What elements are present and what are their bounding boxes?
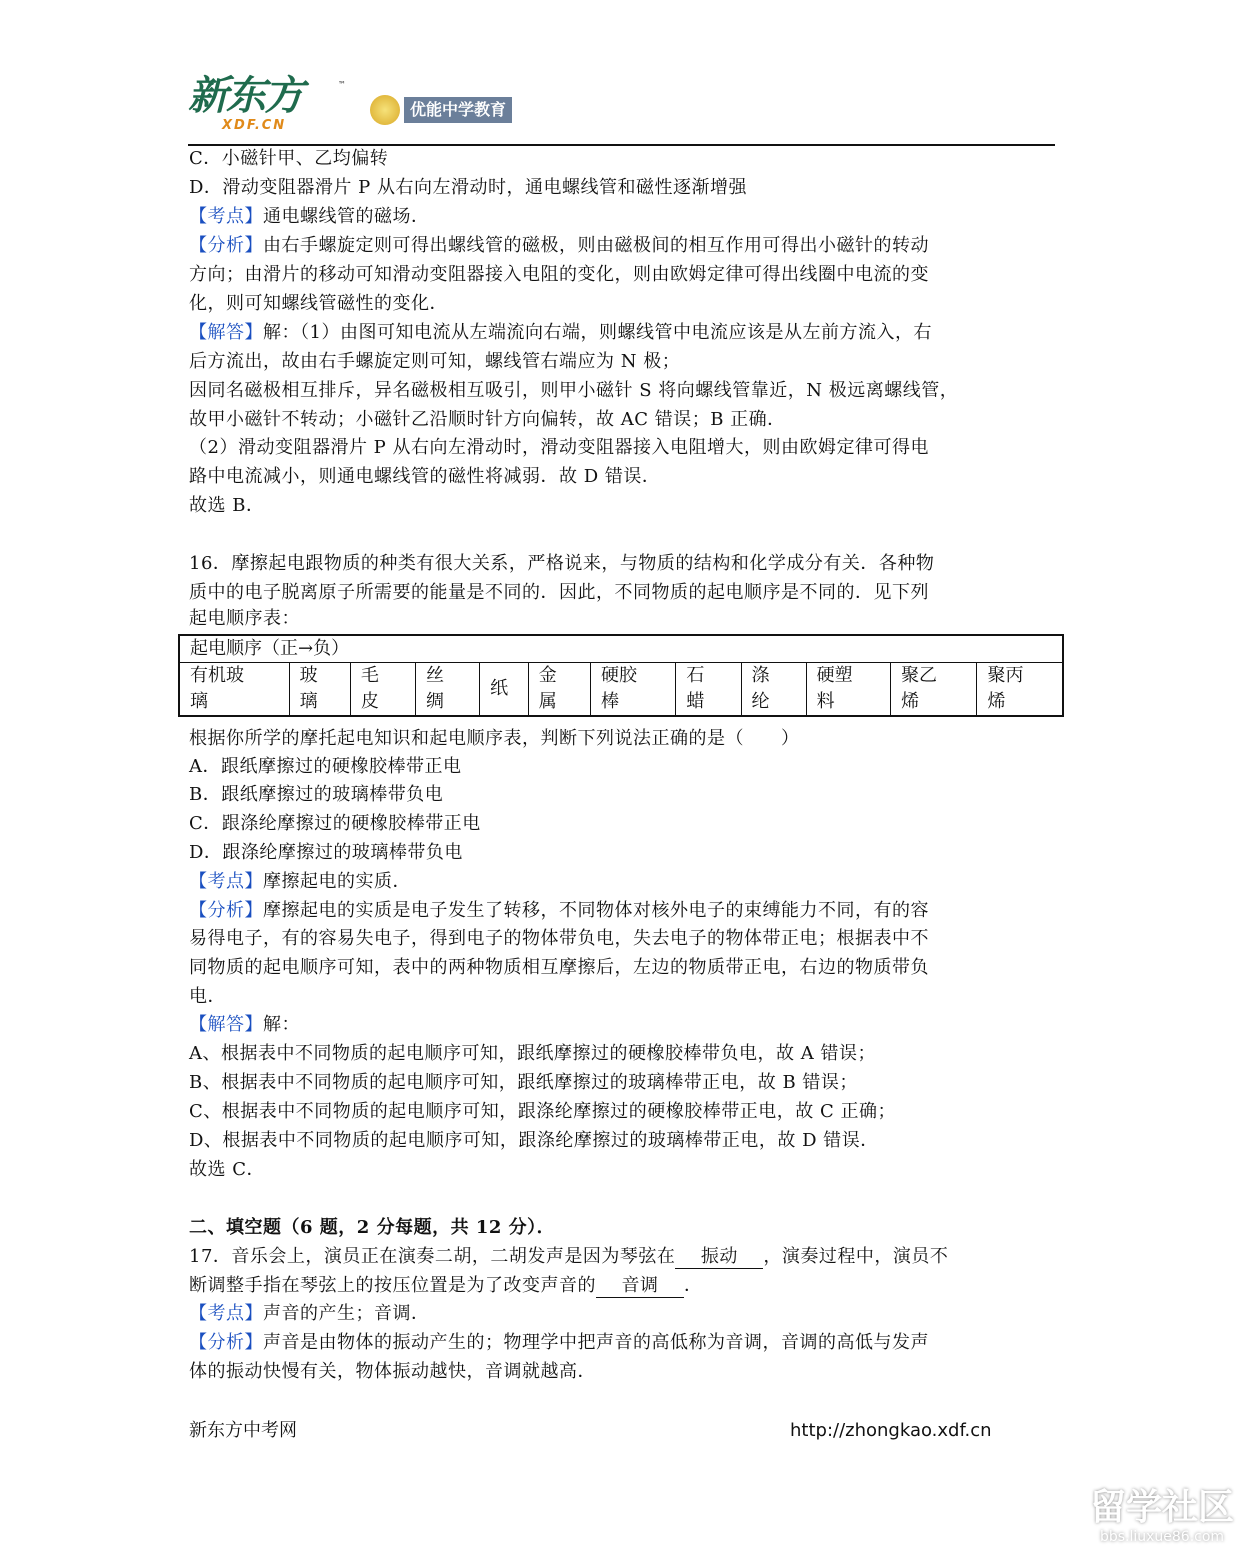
option-c: C．小磁针甲、乙均偏转 (189, 148, 389, 169)
text-line: 易得电子，有的容易失电子，得到电子的物体带负电，失去电子的物体带正电；根据表中不 (189, 928, 929, 949)
xdf-logo-sub: XDF.CN (222, 118, 287, 133)
cell-line: 硬塑 (816, 665, 853, 686)
cell-line: 绸 (425, 691, 444, 712)
text: 解： (263, 1014, 300, 1035)
trademark: ™ (338, 80, 346, 89)
cell-line: 烯 (901, 691, 920, 712)
text-line: C、根据表中不同物质的起电顺序可知，跟涤纶摩擦过的硬橡胶棒带正电，故 C 正确； (189, 1101, 896, 1122)
text-line: 化，则可知螺线管磁性的变化． (189, 293, 448, 314)
cell-line: 蜡 (686, 691, 705, 712)
marker: 【解答】 (189, 1014, 263, 1035)
table-cell (350, 663, 415, 717)
cell-line: 棒 (600, 691, 619, 712)
watermark-url: bbs.liuxue86.com (1099, 1529, 1225, 1545)
table-cell (528, 663, 590, 717)
table-cell (179, 663, 289, 717)
answer: 故选 B． (189, 495, 265, 516)
option-d: D．跟涤纶摩擦过的玻璃棒带负电 (189, 842, 463, 863)
cell-line: 皮 (360, 691, 379, 712)
marker: 【考点】 (189, 871, 263, 892)
xdf-logo (188, 74, 302, 144)
cell-line: 玻 (299, 665, 318, 686)
triboelectric-table (178, 634, 1064, 717)
text: ，演奏过程中，演员不 (763, 1246, 949, 1267)
text: 断调整手指在琴弦上的按压位置是为了改变声音的 (189, 1275, 596, 1296)
text: 解：（1）由图可知电流从左端流向右端，则螺线管中电流应该是从左前方流入，右 (263, 322, 932, 343)
q15-fenxi (189, 233, 929, 259)
marker: 【解答】 (189, 322, 263, 343)
table-cell (415, 663, 479, 717)
marker: 【考点】 (189, 206, 263, 227)
option-c: C．跟涤纶摩擦过的硬橡胶棒带正电 (189, 813, 481, 834)
cell-line: 属 (538, 691, 557, 712)
table-cell (289, 663, 350, 717)
text-line: 路中电流减小，则通电螺线管的磁性将减弱．故 D 错误． (189, 466, 661, 487)
cell-line: 纶 (751, 691, 770, 712)
cell-line: 聚丙 (987, 665, 1024, 686)
text-line: B、根据表中不同物质的起电顺序可知，跟纸摩擦过的玻璃棒带正电，故 B 错误； (189, 1072, 858, 1093)
marker: 【分析】 (189, 900, 263, 921)
footer-url[interactable]: http://zhongkao.xdf.cn (790, 1420, 992, 1441)
q16-fenxi (189, 898, 929, 924)
table-cell (806, 663, 890, 717)
text-line: 起电顺序表： (189, 608, 300, 629)
table-cell (676, 663, 741, 717)
option-a: A．跟纸摩擦过的硬橡胶棒带正电 (189, 756, 462, 777)
q15-jieda (189, 320, 932, 346)
text-line: （2）滑动变阻器滑片 P 从右向左滑动时，滑动变阻器接入电阻增大，则由欧姆定律可得电 (189, 437, 930, 458)
q17-kaodian (189, 1301, 430, 1327)
cell-line: 烯 (987, 691, 1006, 712)
cell-line: 丝 (425, 665, 444, 686)
text: 摩擦起电的实质是电子发生了转移，不同物体对核外电子的束缚能力不同，有的容 (263, 900, 929, 921)
section-heading: 二、填空题（6 题，2 分每题，共 12 分）． (189, 1217, 556, 1238)
marker: 【考点】 (189, 1303, 263, 1324)
cell-line: 有机玻 (190, 665, 244, 686)
table-cell: 纸 (480, 663, 529, 717)
blank-answer: 振动 (675, 1246, 763, 1269)
text-line: 方向；由滑片的移动可知滑动变阻器接入电阻的变化，则由欧姆定律可得出线圈中电流的变 (189, 264, 929, 285)
cell-line: 料 (816, 691, 835, 712)
cell-line: 璃 (299, 691, 318, 712)
q17-stem (189, 1244, 948, 1270)
xdf-logo-text: 新东方 (188, 73, 302, 119)
youneng-logo-text: 优能中学教育 (404, 97, 512, 123)
q15-kaodian (189, 204, 430, 230)
text: 摩擦起电的实质． (263, 871, 411, 892)
cell-line: 毛 (360, 665, 379, 686)
text: 由右手螺旋定则可得出螺线管的磁极，则由磁极间的相互作用可得出小磁针的转动 (263, 235, 929, 256)
text-line: 质中的电子脱离原子所需要的能量是不同的．因此，不同物质的起电顺序是不同的．见下列 (189, 582, 929, 603)
q17-fenxi (189, 1330, 929, 1356)
answer: 故选 C． (189, 1159, 265, 1180)
table-cell (891, 663, 977, 717)
text-line: 体的振动快慢有关，物体振动越快，音调就越高． (189, 1361, 596, 1382)
q16-kaodian (189, 869, 411, 895)
text-line (189, 1273, 703, 1299)
marker: 【分析】 (189, 235, 263, 256)
table-cell (590, 663, 675, 717)
text: 声音的产生；音调． (263, 1303, 430, 1324)
text-line: 故甲小磁针不转动；小磁针乙沿顺时针方向偏转，故 AC 错误；B 正确． (189, 409, 786, 430)
option-d: D．滑动变阻器滑片 P 从右向左滑动时，通电螺线管和磁性逐渐增强 (189, 177, 747, 198)
text-line: 电． (189, 986, 226, 1007)
text-line: 同物质的起电顺序可知，表中的两种物质相互摩擦后，左边的物质带正电，右边的物质带负 (189, 957, 929, 978)
text-line: A、根据表中不同物质的起电顺序可知，跟纸摩擦过的硬橡胶棒带负电，故 A 错误； (189, 1043, 876, 1064)
youneng-logo (370, 95, 512, 125)
table-cell (977, 663, 1063, 717)
table-cell (741, 663, 806, 717)
text-line: 因同名磁极相互排斥，异名磁极相互吸引，则甲小磁针 S 将向螺线管靠近，N 极远离螺线管， (189, 380, 959, 401)
cell-line: 硬胶 (600, 665, 637, 686)
cell-line: 金 (538, 665, 557, 686)
cell-line: 璃 (190, 691, 208, 712)
q16-stem: 16．摩擦起电跟物质的种类有很大关系，严格说来，与物质的结构和化学成分有关．各种物 (189, 553, 935, 574)
option-b: B．跟纸摩擦过的玻璃棒带负电 (189, 784, 444, 805)
q16-question: 根据你所学的摩托起电知识和起电顺序表，判断下列说法正确的是（ ） (189, 728, 800, 749)
text: ． (684, 1275, 703, 1296)
table-header: 起电顺序（正→负） (179, 635, 1063, 663)
blank-answer: 音调 (596, 1275, 684, 1298)
marker: 【分析】 (189, 1332, 263, 1353)
q16-jieda (189, 1012, 300, 1038)
table-row (179, 663, 1063, 717)
text-line: D、根据表中不同物质的起电顺序可知，跟涤纶摩擦过的玻璃棒带正电，故 D 错误． (189, 1130, 879, 1151)
cell-line: 聚乙 (901, 665, 938, 686)
text: 通电螺线管的磁场． (263, 206, 430, 227)
text: 17．音乐会上，演员正在演奏二胡，二胡发声是因为琴弦在 (189, 1246, 676, 1267)
text-line: 后方流出，故由右手螺旋定则可知，螺线管右端应为 N 极； (189, 351, 681, 372)
sun-icon (370, 95, 400, 125)
watermark (1090, 1488, 1234, 1546)
cell-line: 石 (686, 665, 705, 686)
text: 声音是由物体的振动产生的；物理学中把声音的高低称为音调，音调的高低与发声 (263, 1332, 929, 1353)
footer-site-name: 新东方中考网 (189, 1420, 297, 1441)
watermark-title: 留学社区 (1090, 1487, 1235, 1528)
cell-line: 涤 (751, 665, 770, 686)
